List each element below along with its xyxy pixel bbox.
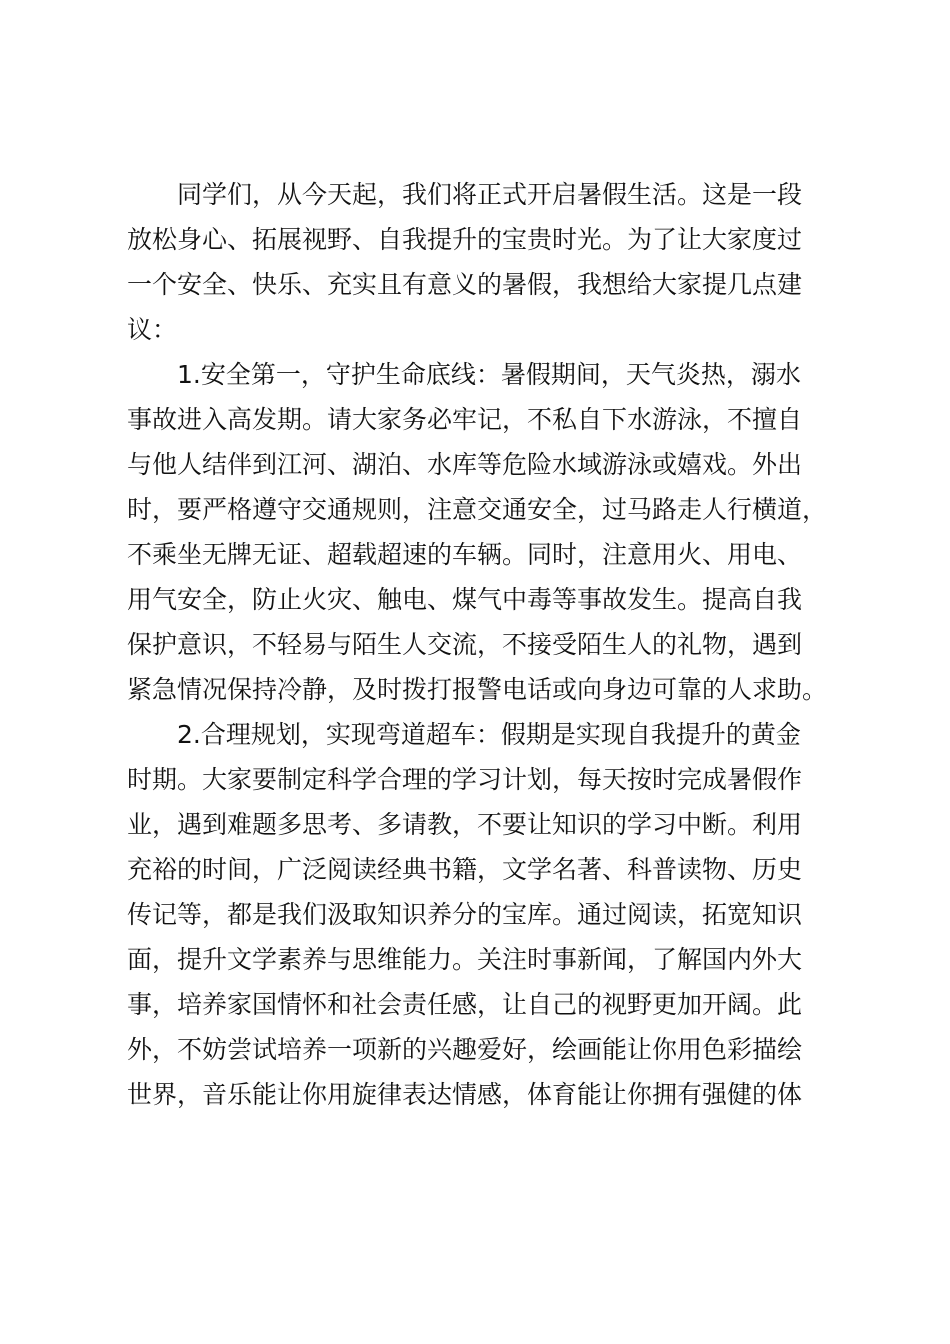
- paragraph-3-line-6: 面，提升文学素养与思维能力。关注时事新闻，了解国内外大: [127, 945, 803, 974]
- document-body: [127, 172, 859, 1117]
- paragraph-3-line-9: 世界，音乐能让你用旋律表达情感，体育能让你拥有强健的体: [127, 1080, 803, 1109]
- paragraph-2-line-5: 不乘坐无牌无证、超载超速的车辆。同时，注意用火、用电、: [127, 540, 803, 569]
- paragraph-1-line-1: 同学们，从今天起，我们将正式开启暑假生活。这是一段: [177, 180, 803, 209]
- paragraph-2-line-3: 与他人结伴到江河、湖泊、水库等危险水域游泳或嬉戏。外出: [127, 450, 803, 479]
- paragraph-2-line-2: 事故进入高发期。请大家务必牢记，不私自下水游泳，不擅自: [127, 405, 803, 434]
- paragraph-3-line-4: 充裕的时间，广泛阅读经典书籍，文学名著、科普读物、历史: [127, 855, 803, 884]
- paragraph-1-line-2: 放松身心、拓展视野、自我提升的宝贵时光。为了让大家度过: [127, 225, 803, 254]
- paragraph-2-line-1: 1.安全第一，守护生命底线：暑假期间，天气炎热，溺水: [177, 360, 801, 389]
- paragraph-2-line-4: 时，要严格遵守交通规则，注意交通安全，过马路走人行横道，: [127, 495, 828, 524]
- paragraph-1-line-4: 议：: [127, 315, 178, 344]
- paragraph-3-line-5: 传记等，都是我们汲取知识养分的宝库。通过阅读，拓宽知识: [127, 900, 803, 929]
- paragraph-2-line-7: 保护意识，不轻易与陌生人交流，不接受陌生人的礼物，遇到: [127, 630, 803, 659]
- paragraph-3-line-8: 外，不妨尝试培养一项新的兴趣爱好，绘画能让你用色彩描绘: [127, 1035, 803, 1064]
- paragraph-2-line-8: 紧急情况保持冷静，及时拨打报警电话或向身边可靠的人求助。: [127, 675, 828, 704]
- paragraph-3-line-7: 事，培养家国情怀和社会责任感，让自己的视野更加开阔。此: [127, 990, 803, 1019]
- paragraph-3-line-1: 2.合理规划，实现弯道超车：假期是实现自我提升的黄金: [177, 720, 801, 749]
- paragraph-3-line-2: 时期。大家要制定科学合理的学习计划，每天按时完成暑假作: [127, 765, 803, 794]
- paragraph-1-line-3: 一个安全、快乐、充实且有意义的暑假，我想给大家提几点建: [127, 270, 803, 299]
- paragraph-2-line-6: 用气安全，防止火灾、触电、煤气中毒等事故发生。提高自我: [127, 585, 803, 614]
- paragraph-3-line-3: 业，遇到难题多思考、多请教，不要让知识的学习中断。利用: [127, 810, 803, 839]
